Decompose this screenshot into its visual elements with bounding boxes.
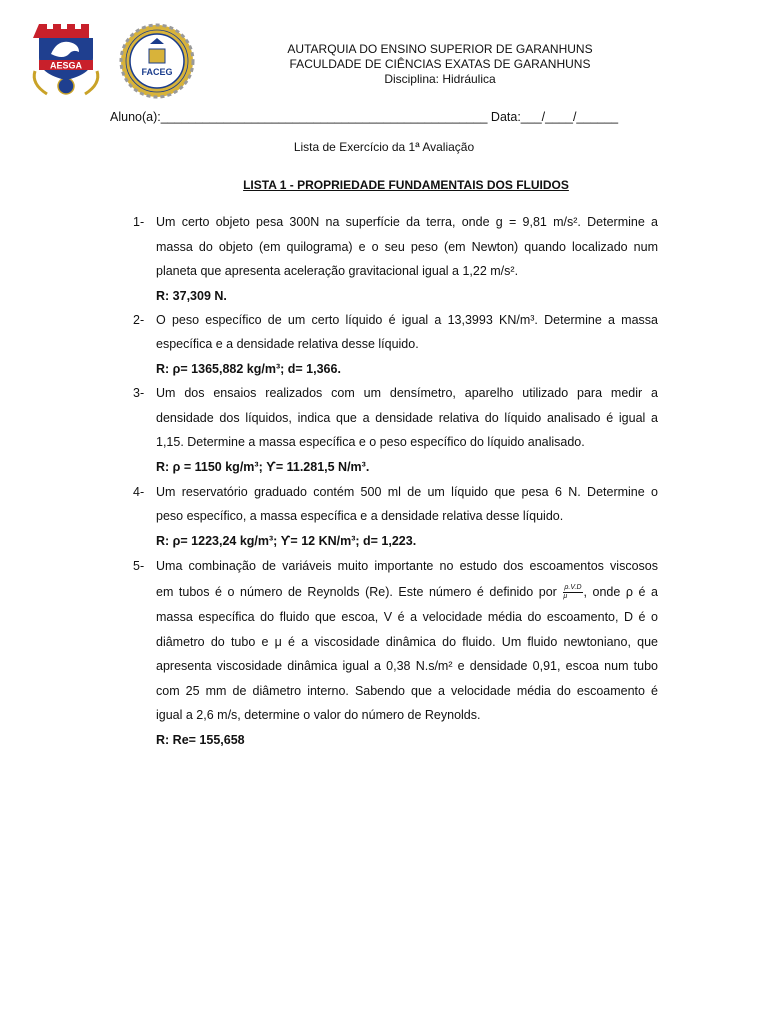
question-text-line: apresenta viscosidade dinâmica igual a 0,38 N.s/m² e densidade 0,91, escoa num tubo xyxy=(156,659,658,673)
question-text-line: massa do objeto (em quilograma) e o seu peso (em Newton) quando localizado num xyxy=(156,240,658,254)
question-text-line: planeta que apresenta aceleração gravitacional igual a 1,22 m/s². xyxy=(156,264,519,278)
student-date-line: Aluno(a):_______________________________________________ Data:___/____/______ xyxy=(110,110,619,124)
header-line-1: AUTARQUIA DO ENSINO SUPERIOR DE GARANHUNS xyxy=(287,42,593,56)
question-text-line: Uma combinação de variáveis muito importante no estudo dos escoamentos viscosos xyxy=(156,559,658,573)
question-text-line: com 25 mm de diâmetro interno. Sabendo que a velocidade média do escoamento é xyxy=(156,684,658,698)
fraction-numerator: ρ.V.D xyxy=(564,584,582,592)
question-text-line: diâmetro do tubo e μ é a viscosidade dinâmica do fluido. Um fluido newtoniano, que xyxy=(156,635,658,649)
formula-text-before: em tubos é o número de Reynolds (Re). Este número é definido por xyxy=(156,585,557,599)
question-text-line: Um certo objeto pesa 300N na superfície da terra, onde g = 9,81 m/s². Determine a xyxy=(156,215,658,229)
question-number: 3- xyxy=(133,386,145,400)
question-text-line: O peso específico de um certo líquido é igual a 13,3993 KN/m³. Determine a massa xyxy=(156,313,658,327)
question-answer: R: 37,309 N. xyxy=(156,289,227,303)
question-number: 5- xyxy=(133,559,145,573)
question-number: 2- xyxy=(133,313,145,327)
question-answer: R: Re= 155,658 xyxy=(156,733,245,747)
faceg-logo-text: FACEG xyxy=(141,67,173,77)
faceg-logo xyxy=(118,22,196,100)
aesga-logo xyxy=(25,16,107,98)
question-text-line: massa específica do fluido que escoa, V é a velocidade média do escoamento, D é o xyxy=(156,610,658,624)
question-answer: R: ρ= 1223,24 kg/m³; ϒ= 12 KN/m³; d= 1,223. xyxy=(156,534,417,548)
formula-text-after: , onde ρ é a xyxy=(583,585,658,599)
question-text-line: Um reservatório graduado contém 500 ml de um líquido que pesa 6 N. Determine o xyxy=(156,485,658,499)
header-line-3: Disciplina: Hidráulica xyxy=(384,72,496,86)
question-text-line-with-formula xyxy=(156,580,658,604)
aesga-logo-text: AESGA xyxy=(49,60,83,71)
list-title xyxy=(0,178,768,192)
question-text-line: Um dos ensaios realizados com um densímetro, aparelho utilizado para medir a xyxy=(156,386,658,400)
list-title-text: LISTA 1 - PROPRIEDADE FUNDAMENTAIS DOS FLUIDOS xyxy=(243,178,569,192)
question-text-line: densidade dos líquidos, indica que a densidade relativa do líquido analisado é igual a xyxy=(156,411,658,425)
fraction-denominator: μ xyxy=(563,593,568,601)
question-answer: R: ρ= 1365,882 kg/m³; d= 1,366. xyxy=(156,362,341,376)
reynolds-formula-fraction xyxy=(563,584,582,601)
exercise-list-subtitle: Lista de Exercício da 1ª Avaliação xyxy=(293,140,475,154)
institution-header xyxy=(260,42,620,87)
question-text-line: igual a 2,6 m/s, determine o valor do número de Reynolds. xyxy=(156,708,481,722)
question-text-line: peso específico, a massa específica e a densidade relativa desse líquido. xyxy=(156,509,564,523)
question-text-line: 1,15. Determine a massa específica e o peso específico do líquido analisado. xyxy=(156,435,585,449)
question-number: 1- xyxy=(133,215,145,229)
question-answer: R: ρ = 1150 kg/m³; ϒ= 11.281,5 N/m³. xyxy=(156,460,370,474)
question-number: 4- xyxy=(133,485,145,499)
header-line-2: FACULDADE DE CIÊNCIAS EXATAS DE GARANHUNS xyxy=(289,57,591,71)
question-text-line: específica e a densidade relativa desse líquido. xyxy=(156,337,419,351)
